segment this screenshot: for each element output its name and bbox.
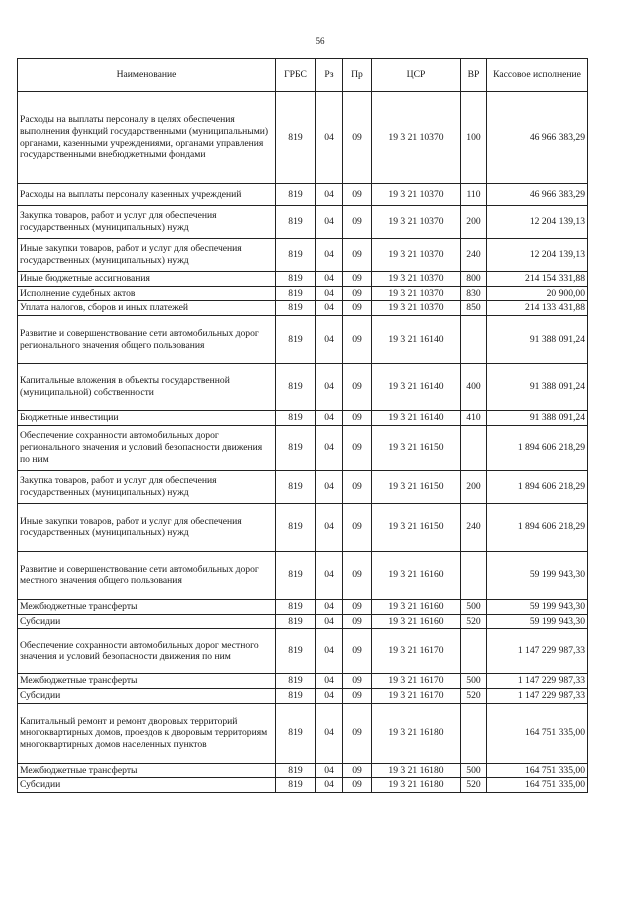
cell-csr: 19 3 21 16180 (372, 763, 461, 778)
cell-vr: 520 (461, 614, 487, 629)
table-row (18, 674, 588, 689)
cell-pr: 09 (343, 674, 372, 689)
cell-pr: 09 (343, 629, 372, 674)
table-row (18, 703, 588, 763)
cell-pr: 09 (343, 286, 372, 301)
cell-csr: 19 3 21 16160 (372, 551, 461, 599)
cell-rz: 04 (316, 674, 343, 689)
cell-vr: 500 (461, 674, 487, 689)
cell-vr: 110 (461, 184, 487, 206)
cell-name: Обеспечение сохранности автомобильных дорог регионального значения и условий безопасности движения по ним (18, 425, 276, 470)
cell-csr: 19 3 21 16140 (372, 364, 461, 411)
cell-name: Межбюджетные трансферты (18, 763, 276, 778)
cell-name: Иные бюджетные ассигнования (18, 272, 276, 287)
cell-grbs: 819 (276, 688, 316, 703)
cell-csr: 19 3 21 16170 (372, 674, 461, 689)
table-row (18, 688, 588, 703)
cell-name: Развитие и совершенствование сети автомобильных дорог местного значения общего пользования (18, 551, 276, 599)
cell-name: Исполнение судебных актов (18, 286, 276, 301)
cell-vr (461, 425, 487, 470)
cell-name: Закупка товаров, работ и услуг для обеспечения государственных (муниципальных) нужд (18, 206, 276, 239)
cell-rz: 04 (316, 503, 343, 551)
cell-csr: 19 3 21 16170 (372, 688, 461, 703)
cell-rz: 04 (316, 614, 343, 629)
cell-pr: 09 (343, 301, 372, 316)
cell-amount: 1 894 606 218,29 (487, 470, 588, 503)
table-row (18, 206, 588, 239)
cell-amount: 91 388 091,24 (487, 364, 588, 411)
cell-grbs: 819 (276, 703, 316, 763)
cell-rz: 04 (316, 778, 343, 793)
cell-grbs: 819 (276, 425, 316, 470)
cell-pr: 09 (343, 425, 372, 470)
cell-csr: 19 3 21 16180 (372, 778, 461, 793)
cell-pr: 09 (343, 551, 372, 599)
cell-vr: 520 (461, 688, 487, 703)
cell-amount: 214 133 431,88 (487, 301, 588, 316)
cell-csr: 19 3 21 10370 (372, 206, 461, 239)
cell-pr: 09 (343, 778, 372, 793)
header-pr: Пр (343, 59, 372, 92)
header-csr: ЦСР (372, 59, 461, 92)
cell-vr: 100 (461, 92, 487, 184)
cell-name: Иные закупки товаров, работ и услуг для обеспечения государственных (муниципальных) нужд (18, 239, 276, 272)
cell-grbs: 819 (276, 551, 316, 599)
cell-vr: 500 (461, 763, 487, 778)
cell-pr: 09 (343, 239, 372, 272)
cell-rz: 04 (316, 92, 343, 184)
cell-name: Развитие и совершенствование сети автомобильных дорог регионального значения общего пользования (18, 316, 276, 364)
cell-name: Субсидии (18, 614, 276, 629)
cell-pr: 09 (343, 703, 372, 763)
header-name: Наименование (18, 59, 276, 92)
cell-amount: 1 894 606 218,29 (487, 425, 588, 470)
cell-name: Бюджетные инвестиции (18, 411, 276, 426)
cell-csr: 19 3 21 16180 (372, 703, 461, 763)
cell-grbs: 819 (276, 411, 316, 426)
cell-grbs: 819 (276, 503, 316, 551)
cell-grbs: 819 (276, 184, 316, 206)
cell-pr: 09 (343, 470, 372, 503)
cell-rz: 04 (316, 184, 343, 206)
cell-rz: 04 (316, 239, 343, 272)
cell-csr: 19 3 21 10370 (372, 92, 461, 184)
cell-amount: 59 199 943,30 (487, 551, 588, 599)
cell-grbs: 819 (276, 364, 316, 411)
cell-grbs: 819 (276, 301, 316, 316)
table-row (18, 272, 588, 287)
cell-rz: 04 (316, 703, 343, 763)
cell-amount: 1 894 606 218,29 (487, 503, 588, 551)
cell-vr: 200 (461, 470, 487, 503)
cell-csr: 19 3 21 10370 (372, 286, 461, 301)
cell-amount: 1 147 229 987,33 (487, 629, 588, 674)
table-row (18, 301, 588, 316)
cell-csr: 19 3 21 16150 (372, 470, 461, 503)
table-row (18, 239, 588, 272)
cell-pr: 09 (343, 599, 372, 614)
cell-pr: 09 (343, 316, 372, 364)
cell-pr: 09 (343, 411, 372, 426)
cell-grbs: 819 (276, 629, 316, 674)
cell-csr: 19 3 21 16150 (372, 425, 461, 470)
page-number: 56 (315, 36, 325, 46)
table-row (18, 411, 588, 426)
cell-grbs: 819 (276, 470, 316, 503)
cell-pr: 09 (343, 503, 372, 551)
cell-name: Капитальные вложения в объекты государственной (муниципальной) собственности (18, 364, 276, 411)
cell-name: Межбюджетные трансферты (18, 599, 276, 614)
cell-grbs: 819 (276, 272, 316, 287)
cell-rz: 04 (316, 688, 343, 703)
cell-csr: 19 3 21 16140 (372, 411, 461, 426)
header-rz: Рз (316, 59, 343, 92)
cell-rz: 04 (316, 364, 343, 411)
table-row (18, 316, 588, 364)
cell-name: Межбюджетные трансферты (18, 674, 276, 689)
cell-vr: 830 (461, 286, 487, 301)
cell-amount: 12 204 139,13 (487, 239, 588, 272)
cell-grbs: 819 (276, 599, 316, 614)
table-row (18, 184, 588, 206)
cell-vr: 200 (461, 206, 487, 239)
header-amount: Кассовое исполнение (487, 59, 588, 92)
cell-name: Закупка товаров, работ и услуг для обеспечения государственных (муниципальных) нужд (18, 470, 276, 503)
cell-amount: 46 966 383,29 (487, 184, 588, 206)
table-row (18, 92, 588, 184)
cell-rz: 04 (316, 599, 343, 614)
cell-pr: 09 (343, 614, 372, 629)
cell-name: Субсидии (18, 778, 276, 793)
cell-amount: 1 147 229 987,33 (487, 688, 588, 703)
header-grbs: ГРБС (276, 59, 316, 92)
cell-csr: 19 3 21 10370 (372, 184, 461, 206)
cell-vr (461, 316, 487, 364)
cell-vr (461, 703, 487, 763)
cell-rz: 04 (316, 206, 343, 239)
table-row (18, 763, 588, 778)
cell-vr: 240 (461, 239, 487, 272)
cell-rz: 04 (316, 629, 343, 674)
cell-csr: 19 3 21 10370 (372, 239, 461, 272)
cell-grbs: 819 (276, 763, 316, 778)
table-row (18, 503, 588, 551)
cell-csr: 19 3 21 16140 (372, 316, 461, 364)
cell-pr: 09 (343, 688, 372, 703)
cell-rz: 04 (316, 551, 343, 599)
cell-amount: 59 199 943,30 (487, 599, 588, 614)
cell-vr: 500 (461, 599, 487, 614)
cell-grbs: 819 (276, 206, 316, 239)
cell-amount: 164 751 335,00 (487, 763, 588, 778)
cell-csr: 19 3 21 16160 (372, 614, 461, 629)
cell-amount: 46 966 383,29 (487, 92, 588, 184)
cell-name: Расходы на выплаты персоналу в целях обеспечения выполнения функций государственными (муниципальными) органами, казенными учреждениями, органами управления государственными внебюджетными фондами (18, 92, 276, 184)
cell-vr: 800 (461, 272, 487, 287)
cell-grbs: 819 (276, 316, 316, 364)
cell-pr: 09 (343, 364, 372, 411)
table-row (18, 778, 588, 793)
cell-csr: 19 3 21 16160 (372, 599, 461, 614)
cell-amount: 12 204 139,13 (487, 206, 588, 239)
table-row (18, 599, 588, 614)
cell-name: Капитальный ремонт и ремонт дворовых территорий многоквартирных домов, проездов к дворовым территориям многоквартирных домов населенных пунктов (18, 703, 276, 763)
cell-name: Иные закупки товаров, работ и услуг для обеспечения государственных (муниципальных) нужд (18, 503, 276, 551)
table-row (18, 629, 588, 674)
table-row (18, 286, 588, 301)
cell-grbs: 819 (276, 778, 316, 793)
table-row (18, 551, 588, 599)
cell-rz: 04 (316, 425, 343, 470)
cell-rz: 04 (316, 316, 343, 364)
cell-rz: 04 (316, 272, 343, 287)
cell-amount: 164 751 335,00 (487, 703, 588, 763)
cell-csr: 19 3 21 10370 (372, 272, 461, 287)
cell-vr: 240 (461, 503, 487, 551)
budget-table (17, 58, 588, 793)
cell-csr: 19 3 21 16170 (372, 629, 461, 674)
cell-rz: 04 (316, 286, 343, 301)
cell-grbs: 819 (276, 286, 316, 301)
cell-amount: 164 751 335,00 (487, 778, 588, 793)
cell-vr: 400 (461, 364, 487, 411)
cell-amount: 91 388 091,24 (487, 316, 588, 364)
cell-amount: 20 900,00 (487, 286, 588, 301)
table-row (18, 364, 588, 411)
cell-pr: 09 (343, 272, 372, 287)
cell-csr: 19 3 21 10370 (372, 301, 461, 316)
cell-rz: 04 (316, 763, 343, 778)
cell-rz: 04 (316, 301, 343, 316)
cell-grbs: 819 (276, 674, 316, 689)
table-header-row (18, 59, 588, 92)
cell-vr: 850 (461, 301, 487, 316)
cell-name: Уплата налогов, сборов и иных платежей (18, 301, 276, 316)
header-vr: ВР (461, 59, 487, 92)
cell-name: Субсидии (18, 688, 276, 703)
cell-pr: 09 (343, 184, 372, 206)
cell-amount: 91 388 091,24 (487, 411, 588, 426)
cell-grbs: 819 (276, 614, 316, 629)
cell-vr (461, 629, 487, 674)
cell-grbs: 819 (276, 92, 316, 184)
cell-vr: 520 (461, 778, 487, 793)
cell-pr: 09 (343, 206, 372, 239)
cell-vr (461, 551, 487, 599)
cell-grbs: 819 (276, 239, 316, 272)
cell-amount: 214 154 331,88 (487, 272, 588, 287)
cell-name: Расходы на выплаты персоналу казенных учреждений (18, 184, 276, 206)
table-row (18, 614, 588, 629)
cell-csr: 19 3 21 16150 (372, 503, 461, 551)
cell-vr: 410 (461, 411, 487, 426)
table-row (18, 425, 588, 470)
cell-rz: 04 (316, 470, 343, 503)
cell-name: Обеспечение сохранности автомобильных дорог местного значения и условий безопасности движения по ним (18, 629, 276, 674)
cell-amount: 1 147 229 987,33 (487, 674, 588, 689)
cell-rz: 04 (316, 411, 343, 426)
cell-amount: 59 199 943,30 (487, 614, 588, 629)
table-row (18, 470, 588, 503)
cell-pr: 09 (343, 763, 372, 778)
cell-pr: 09 (343, 92, 372, 184)
